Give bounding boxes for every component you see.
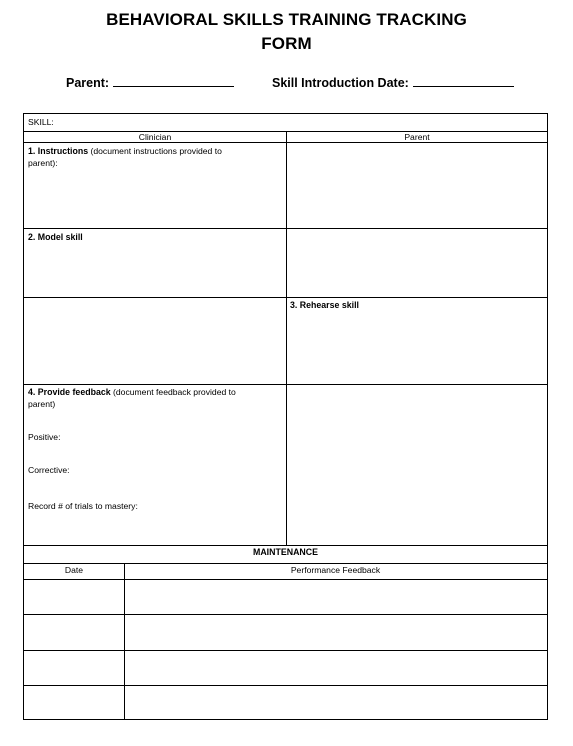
skill-intro-date-label: Skill Introduction Date: — [272, 76, 409, 90]
maintenance-feedback-cell[interactable] — [125, 615, 546, 649]
trials-to-mastery-label: Record # of trials to mastery: — [28, 501, 138, 511]
feedback-note: (document feedback provided to — [113, 387, 236, 397]
skill-intro-date-field[interactable] — [272, 74, 514, 90]
parent-input-line[interactable] — [113, 74, 234, 87]
maintenance-date-cell[interactable] — [25, 651, 123, 684]
form-title-line-2: FORM — [261, 34, 312, 53]
feedback-title: 4. Provide feedback — [28, 387, 111, 397]
maintenance-feedback-cell[interactable] — [125, 651, 546, 684]
model-skill-label: 2. Model skill — [28, 232, 83, 242]
maintenance-header: MAINTENANCE — [253, 547, 318, 557]
maintenance-date-cell[interactable] — [25, 580, 123, 613]
column-divider — [286, 131, 287, 545]
form-title-line-1: BEHAVIORAL SKILLS TRAINING TRACKING — [106, 10, 467, 29]
form-title — [0, 8, 573, 56]
parent-header: Parent — [404, 132, 430, 142]
skill-intro-date-input-line[interactable] — [413, 74, 514, 87]
rehearse-skill-label: 3. Rehearse skill — [290, 300, 359, 310]
skill-input[interactable] — [64, 115, 544, 130]
feedback-note-2: parent) — [28, 399, 56, 409]
maintenance-feedback-cell[interactable] — [125, 580, 546, 613]
positive-label: Positive: — [28, 432, 61, 442]
corrective-label: Corrective: — [28, 465, 70, 475]
performance-feedback-header: Performance Feedback — [290, 565, 381, 575]
date-header: Date — [64, 565, 84, 575]
clinician-header: Clinician — [138, 132, 172, 142]
maintenance-date-cell[interactable] — [25, 615, 123, 649]
maintenance-feedback-cell[interactable] — [125, 686, 546, 719]
parent-field[interactable] — [66, 74, 234, 90]
maintenance-date-cell[interactable] — [25, 686, 123, 719]
instructions-note-2: parent): — [28, 158, 58, 168]
feedback-cell[interactable] — [28, 386, 278, 410]
instructions-title: 1. Instructions — [28, 146, 89, 156]
skill-label: SKILL: — [28, 117, 54, 127]
parent-label: Parent: — [66, 76, 110, 90]
instructions-note: (document instructions provided to — [90, 146, 222, 156]
instructions-cell[interactable] — [28, 145, 278, 169]
tracking-form-table — [23, 113, 548, 720]
